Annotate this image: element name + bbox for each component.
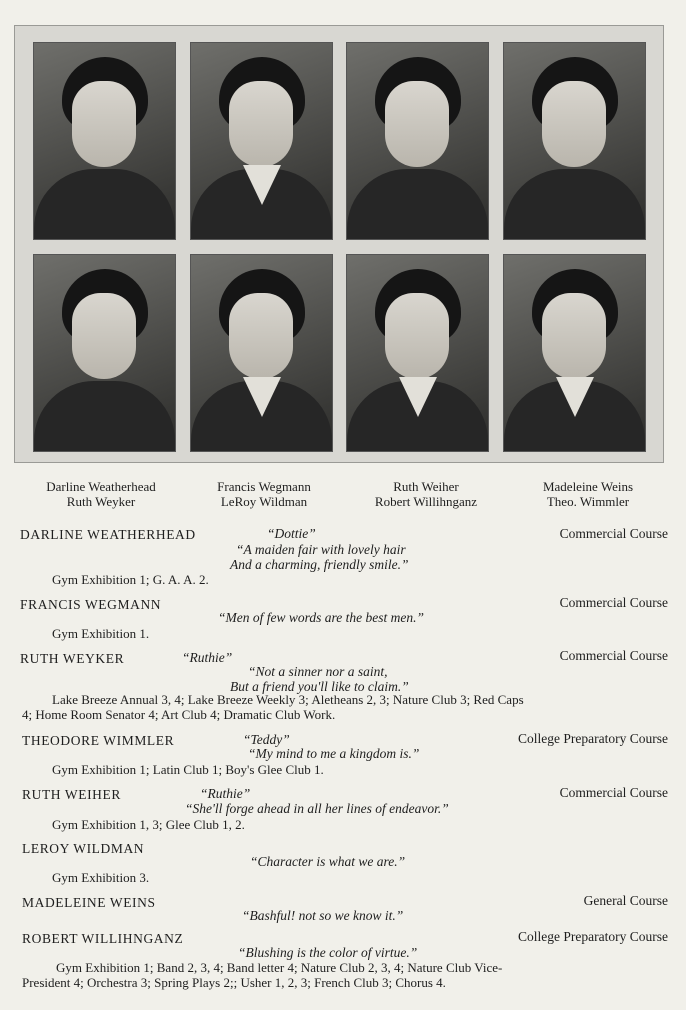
- portrait-photo-1: [33, 42, 176, 240]
- entry-course: General Course: [583, 893, 668, 908]
- portrait-photo-2: [190, 42, 333, 240]
- entry-activities: Gym Exhibition 1; Band 2, 3, 4; Band letter 4; Nature Club 2, 3, 4; Nature Club Vice-: [56, 960, 503, 975]
- entry-name-weyker: RUTH WEYKER: [20, 651, 125, 666]
- entry-quote-line-1: “A maiden fair with lovely hair: [236, 542, 406, 557]
- entry-name-weatherhead: DARLINE WEATHERHEAD: [20, 527, 196, 542]
- entry-name-willihnganz: ROBERT WILLIHNGANZ: [22, 931, 184, 946]
- entry-course: Commercial Course: [559, 526, 668, 541]
- entry-activities: Gym Exhibition 1; G. A. A. 2.: [52, 572, 209, 587]
- entry-activities: Gym Exhibition 1; Latin Club 1; Boy's Glee Club 1.: [52, 762, 324, 777]
- entry-activities-line-2: 4; Home Room Senator 4; Art Club 4; Dramatic Club Work.: [22, 707, 336, 722]
- entry-activities: Gym Exhibition 1, 3; Glee Club 1, 2.: [52, 817, 245, 832]
- entry-nickname: “Teddy”: [243, 732, 290, 747]
- entry-activities-line-2: President 4; Orchestra 3; Spring Plays 2;; Usher 1, 2, 3; French Club 3; Chorus 4.: [22, 975, 446, 990]
- entry-nickname: “Dottie”: [267, 526, 316, 541]
- caption-column-2: [193, 479, 335, 509]
- photo-panel: [14, 25, 664, 463]
- entry-nickname: “Ruthie”: [200, 786, 251, 801]
- entry-quote-line-1: “Bashful! not so we know it.”: [242, 908, 404, 923]
- entry-quote-line-1: “Men of few words are the best men.”: [218, 610, 424, 625]
- caption-bottom: Theo. Wimmler: [546, 494, 630, 509]
- portrait-photo-8: [503, 254, 646, 452]
- entry-activities: Gym Exhibition 1.: [52, 626, 150, 641]
- caption-bottom: Robert Willihnganz: [374, 494, 478, 509]
- portrait-photo-6: [190, 254, 333, 452]
- entry-name-weins: MADELEINE WEINS: [22, 895, 156, 910]
- entry-name-wimmler: THEODORE WIMMLER: [22, 733, 175, 748]
- entry-name-wildman: LEROY WILDMAN: [22, 841, 145, 856]
- entry-course: College Preparatory Course: [518, 929, 668, 944]
- caption-column-3: [355, 479, 497, 509]
- entry-quote-line-1: “Blushing is the color of virtue.”: [238, 945, 418, 960]
- caption-top: Darline Weatherhead: [46, 479, 156, 494]
- portrait-photo-4: [503, 42, 646, 240]
- entry-activities: Gym Exhibition 3.: [52, 870, 150, 885]
- caption-top: Francis Wegmann: [217, 479, 311, 494]
- entry-quote-line-1: “She'll forge ahead in all her lines of endeavor.”: [185, 801, 449, 816]
- entry-activities: Lake Breeze Annual 3, 4; Lake Breeze Weekly 3; Aletheans 2, 3; Nature Club 3; Red Caps: [52, 692, 524, 707]
- entry-course: Commercial Course: [559, 785, 668, 800]
- entry-name-wegmann: FRANCIS WEGMANN: [20, 597, 162, 612]
- caption-top: Ruth Weiher: [393, 479, 459, 494]
- portrait-photo-5: [33, 254, 176, 452]
- entry-name-weiher: RUTH WEIHER: [22, 787, 121, 802]
- caption-column-1: [30, 479, 172, 509]
- entry-nickname: “Ruthie”: [182, 650, 233, 665]
- entry-course: College Preparatory Course: [518, 731, 668, 746]
- caption-top: Madeleine Weins: [542, 479, 634, 494]
- entry-quote-line-2: And a charming, friendly smile.”: [230, 557, 409, 572]
- entry-quote-line-1: “Not a sinner nor a saint,: [248, 664, 388, 679]
- entry-quote-line-1: “Character is what we are.”: [250, 854, 406, 869]
- entry-course: Commercial Course: [559, 648, 668, 663]
- entry-quote-line-2: But a friend you'll like to claim.”: [230, 679, 409, 694]
- photo-captions: [0, 479, 686, 515]
- entry-course: Commercial Course: [559, 595, 668, 610]
- caption-bottom: Ruth Weyker: [66, 494, 136, 509]
- caption-bottom: LeRoy Wildman: [220, 494, 308, 509]
- entry-quote-line-1: “My mind to me a kingdom is.”: [248, 746, 420, 761]
- portrait-photo-7: [346, 254, 489, 452]
- portrait-photo-3: [346, 42, 489, 240]
- caption-column-4: [517, 479, 659, 509]
